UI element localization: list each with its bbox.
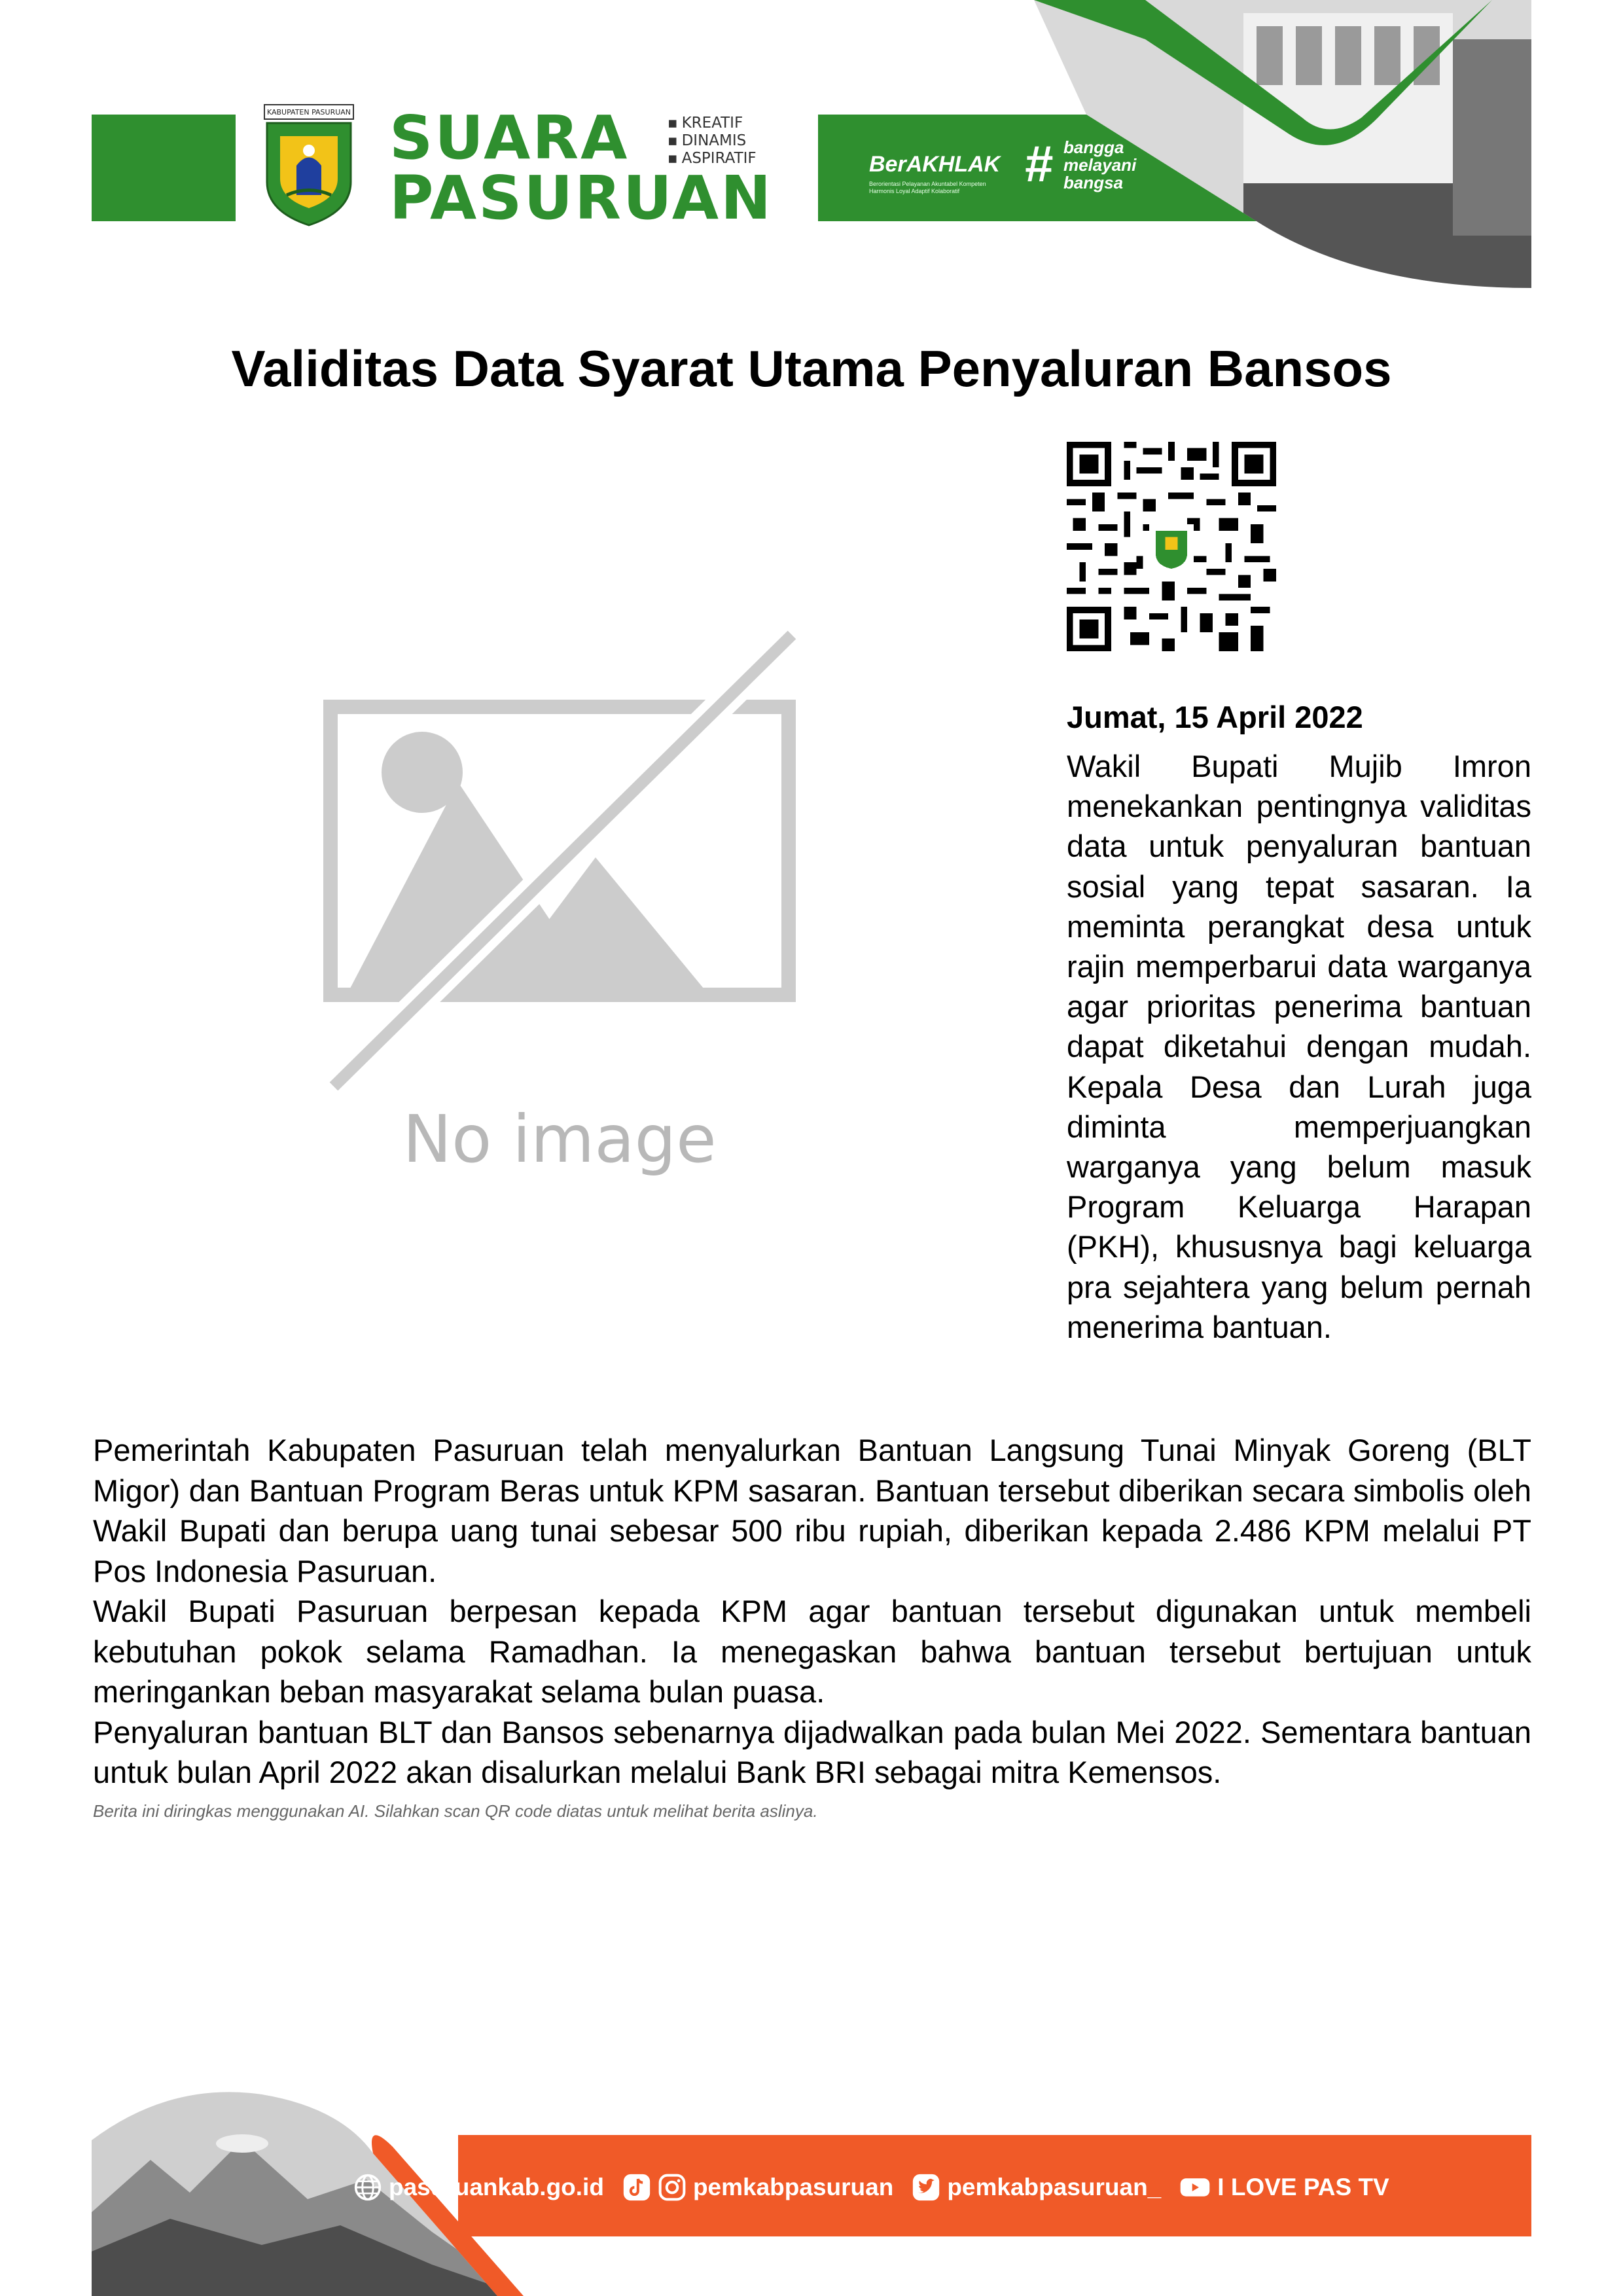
hashtag-line: bangsa	[1063, 173, 1124, 192]
article-date: Jumat, 15 April 2022	[1067, 700, 1363, 734]
globe-icon	[353, 2173, 382, 2202]
twitter-link[interactable]	[912, 2173, 1161, 2202]
article-body	[93, 1430, 1531, 1793]
header-green-bar-left	[92, 115, 236, 221]
brand-line-2: PASURUAN	[389, 163, 774, 233]
no-image-placeholder	[321, 622, 818, 1198]
tiktok-instagram-link[interactable]	[622, 2173, 893, 2202]
hashtag-line: bangga	[1063, 137, 1124, 157]
article-lead: Wakil Bupati Mujib Imron menekankan pentingnya validitas data untuk penyaluran bantuan sosial yang tepat sasaran. Ia meminta perangkat desa untuk rajin memperbarui data warganya agar prioritas penerima bantuan dapat diketahui dengan mudah. Kepala Desa dan Lurah juga diminta memperjuangkan warganya yang belum masuk Program Keluarga Harapan (PKH), khususnya bagi keluarga pra sejahtera yang belum pernah menerima bantuan.	[1067, 749, 1531, 1344]
svg-text:KABUPATEN PASURUAN: KABUPATEN PASURUAN	[266, 108, 351, 117]
instagram-icon	[658, 2173, 687, 2202]
youtube-text: I LOVE PAS TV	[1217, 2174, 1389, 2200]
hashtag-line: melayani	[1063, 155, 1137, 175]
tagline	[668, 115, 757, 168]
tiktok-icon	[622, 2173, 651, 2202]
website-link[interactable]	[353, 2173, 604, 2202]
body-paragraph: Wakil Bupati Pasuruan berpesan kepada KPM agar bantuan tersebut digunakan untuk membeli kebutuhan pokok selama Ramadhan. Ia menegaskan bahwa bantuan tersebut bertujuan untuk meringankan beban masyarakat selama bulan puasa.	[93, 1594, 1531, 1709]
berakhlak-subtitle: Berorientasi Pelayanan Akuntabel Kompeten Harmonis Loyal Adaptif Kolaboratif	[869, 181, 986, 194]
bangga-melayani-bangsa	[1063, 139, 1136, 192]
qr-code[interactable]	[1067, 442, 1276, 651]
body-paragraph: Pemerintah Kabupaten Pasuruan telah menyalurkan Bantuan Langsung Tunai Minyak Goreng (BLT Migor) dan Bantuan Program Beras untuk KPM sasaran. Bantuan tersebut diberikan secara simbolis oleh Wakil Bupati dan berupa uang tunai sebesar 500 ribu rupiah, diberikan kepada 2.486 KPM melalui PT Pos Indonesia Pasuruan.	[93, 1433, 1531, 1588]
brand-line-1: SUARA	[389, 103, 630, 173]
no-image-text: No image	[402, 1101, 717, 1177]
youtube-link[interactable]	[1179, 2174, 1389, 2201]
kabupaten-pasuruan-logo	[260, 103, 357, 228]
body-paragraph: Penyaluran bantuan BLT dan Bansos sebenarnya dijadwalkan pada bulan Mei 2022. Sementara bantuan untuk bulan April 2022 akan disalurkan melalui Bank BRI sebagai mitra Kemensos.	[93, 1714, 1531, 1789]
ai-summary-note: Berita ini diringkas menggunakan AI. Silahkan scan QR code diatas untuk melihat berita aslinya.	[93, 1801, 818, 1821]
tagline-item: ▪ DINAMIS	[668, 132, 757, 150]
hashtag-icon: #	[1024, 135, 1053, 192]
berakhlak-logo: BerAKHLAK	[869, 152, 1001, 177]
tagline-item: ▪ KREATIF	[668, 115, 757, 132]
twitter-text: pemkabpasuruan_	[947, 2174, 1162, 2200]
youtube-icon	[1179, 2174, 1211, 2200]
twitter-icon	[912, 2173, 940, 2202]
website-text: pasuruankab.go.id	[389, 2174, 604, 2200]
tiktok-instagram-text: pemkabpasuruan	[692, 2174, 894, 2200]
footer-social-links	[353, 2171, 1408, 2204]
tagline-item: ▪ ASPIRATIF	[668, 150, 757, 168]
article-title: Validitas Data Syarat Utama Penyaluran Bansos	[231, 340, 1392, 397]
